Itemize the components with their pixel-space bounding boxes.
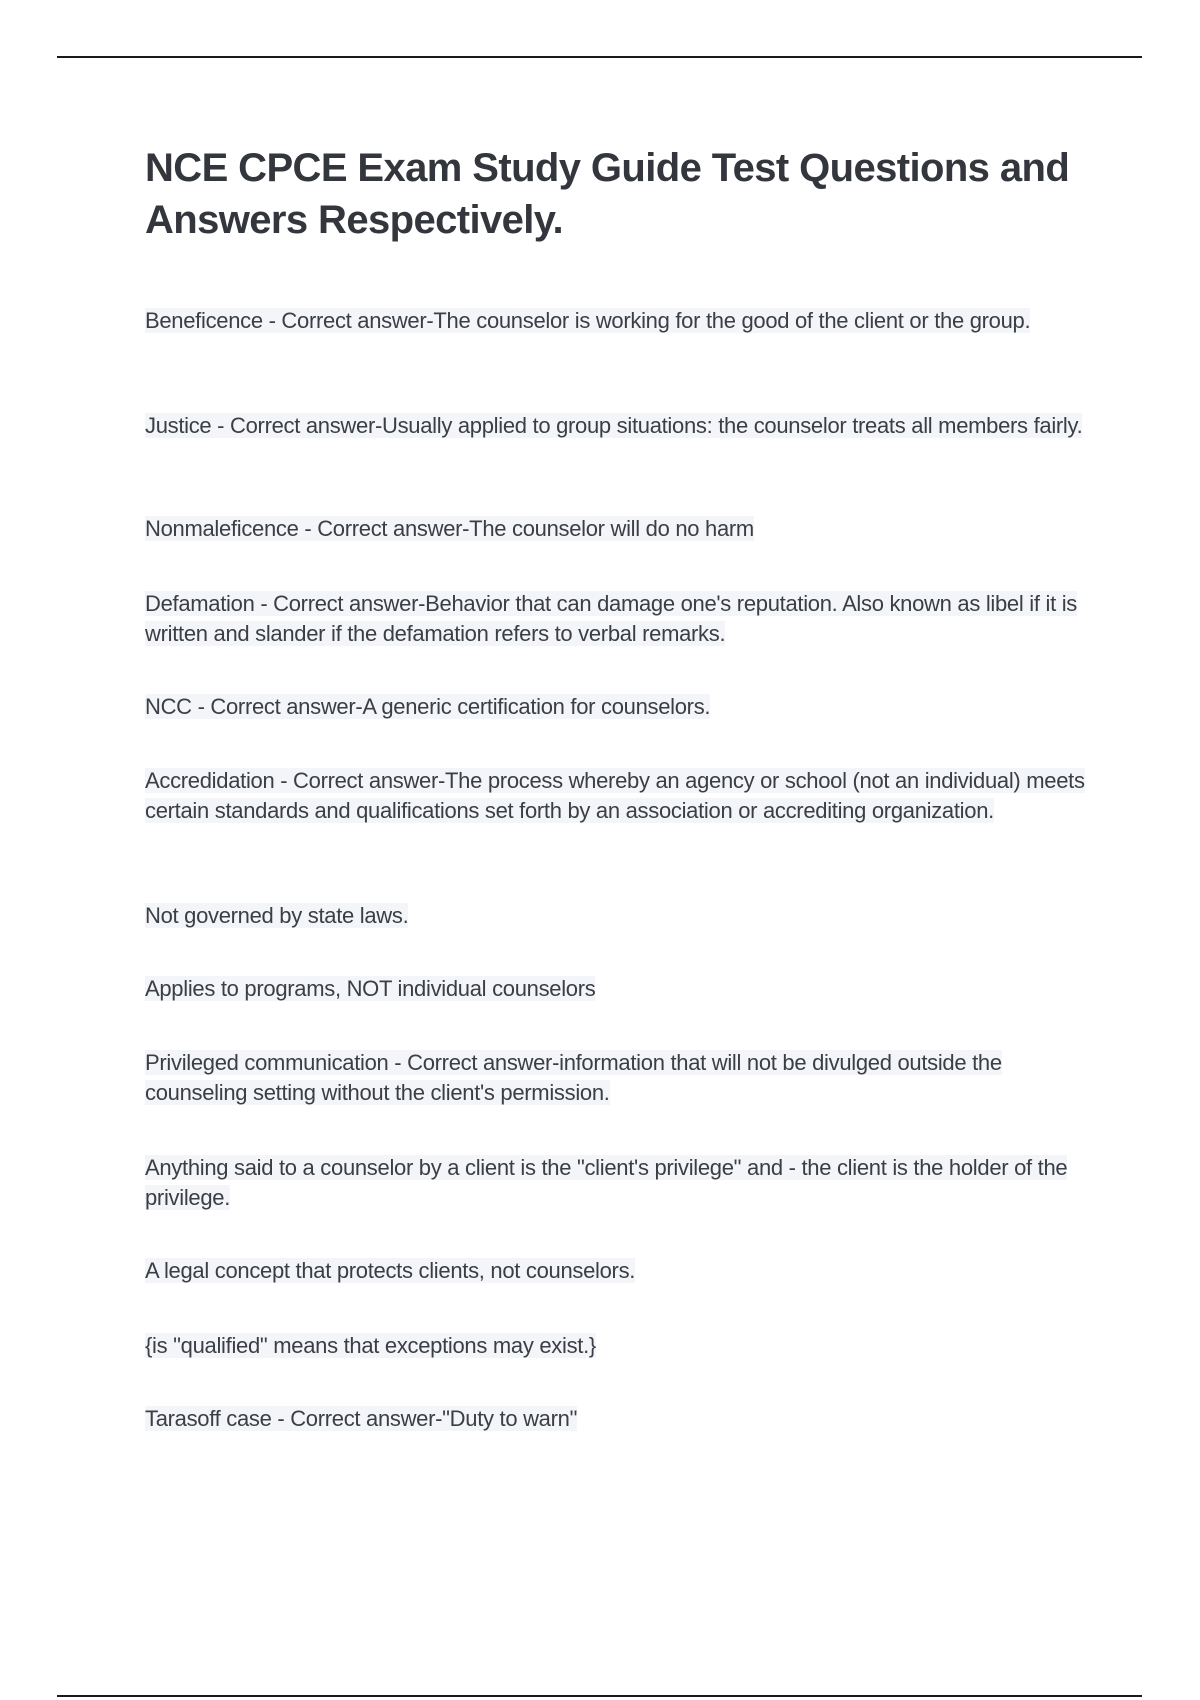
entry-text: Beneficence - Correct answer-The counselor is working for the good of the client or the group. (145, 308, 1031, 333)
entry-nonmaleficence (145, 514, 1095, 544)
entry-ncc (145, 692, 1095, 722)
entry-accreditation (145, 766, 1095, 826)
entry-text: Accredidation - Correct answer-The process whereby an agency or school (not an individual) meets certain standards and qualifications set forth by an association or accrediting organization. (145, 768, 1085, 823)
entry-text: Privileged communication - Correct answer-information that will not be divulged outside the counseling setting without the client's permission. (145, 1050, 1002, 1105)
entry-clients-privilege (145, 1153, 1095, 1213)
entry-privileged-communication (145, 1048, 1095, 1108)
entry-defamation (145, 589, 1095, 649)
entry-not-governed (145, 901, 1095, 931)
entry-qualified (145, 1331, 1095, 1361)
entry-text: {is "qualified" means that exceptions may exist.} (145, 1333, 596, 1358)
entry-tarasoff (145, 1404, 1095, 1434)
entry-text: Defamation - Correct answer-Behavior that can damage one's reputation. Also known as libel if it is written and slander if the defamation refers to verbal remarks. (145, 591, 1077, 646)
entry-applies-to-programs (145, 974, 1095, 1004)
entry-text: NCC - Correct answer-A generic certification for counselors. (145, 694, 711, 719)
entry-text: Applies to programs, NOT individual counselors (145, 976, 596, 1001)
entry-text: Anything said to a counselor by a client is the "client's privilege" and - the client is the holder of the privilege. (145, 1155, 1068, 1210)
entry-legal-concept (145, 1256, 1095, 1286)
page-title: NCE CPCE Exam Study Guide Test Questions and Answers Respectively. (145, 146, 1070, 242)
entry-text: Justice - Correct answer-Usually applied to group situations: the counselor treats all members fairly. (145, 413, 1083, 438)
entry-text: Nonmaleficence - Correct answer-The counselor will do no harm (145, 516, 754, 541)
top-divider (57, 56, 1142, 58)
entry-text: A legal concept that protects clients, not counselors. (145, 1258, 636, 1283)
entry-justice (145, 411, 1095, 441)
entry-text: Not governed by state laws. (145, 903, 409, 928)
entry-beneficence (145, 306, 1095, 336)
bottom-divider (57, 1695, 1142, 1697)
entry-text: Tarasoff case - Correct answer-"Duty to warn" (145, 1406, 578, 1431)
